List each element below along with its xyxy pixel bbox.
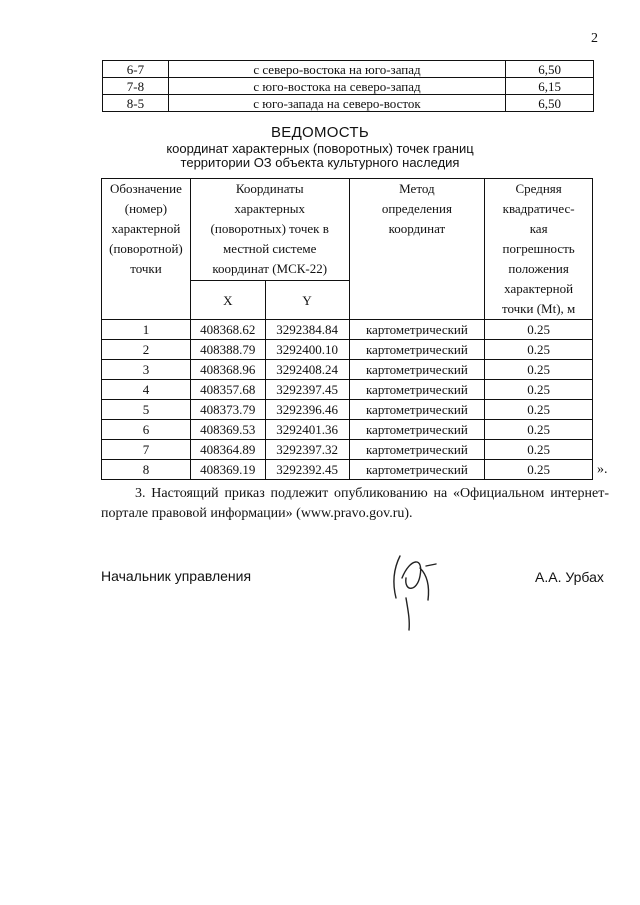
segment-row bbox=[103, 78, 594, 95]
y-coordinate-cell: 3292408.24 bbox=[265, 360, 349, 380]
point-number-cell: 7 bbox=[102, 440, 191, 460]
document-subtitle-line2: территории ОЗ объекта культурного наследия bbox=[180, 155, 460, 170]
method-cell: картометрический bbox=[349, 420, 485, 440]
error-cell: 0.25 bbox=[485, 460, 593, 480]
distance-cell: 6,15 bbox=[506, 78, 594, 95]
header-coordinates-l1: Координаты bbox=[235, 181, 304, 196]
y-coordinate-cell: 3292400.10 bbox=[265, 340, 349, 360]
point-number-cell: 4 bbox=[102, 380, 191, 400]
header-method-l1: Метод bbox=[399, 181, 435, 196]
error-cell: 0.25 bbox=[485, 400, 593, 420]
y-coordinate-cell: 3292397.45 bbox=[265, 380, 349, 400]
signer-position: Начальник управления bbox=[101, 568, 252, 584]
header-error-l1: Средняя bbox=[515, 181, 562, 196]
header-error-l5: положения bbox=[508, 261, 569, 276]
header-error-l4: погрешность bbox=[502, 241, 575, 256]
y-coordinate-cell: 3292396.46 bbox=[265, 400, 349, 420]
method-cell: картометрический bbox=[349, 360, 485, 380]
direction-cell: с юго-запада на северо-восток bbox=[168, 95, 505, 112]
header-x: X bbox=[190, 281, 265, 320]
method-cell: картометрический bbox=[349, 320, 485, 340]
header-designation-l4: (поворотной) bbox=[109, 241, 183, 256]
error-cell: 0.25 bbox=[485, 320, 593, 340]
header-error bbox=[485, 179, 593, 320]
header-error-l7: точки (Mt), м bbox=[501, 301, 576, 316]
header-method-l3: координат bbox=[388, 221, 446, 236]
header-error-l3: кая bbox=[529, 221, 548, 236]
table-row bbox=[102, 360, 593, 380]
handwritten-signature bbox=[380, 548, 450, 632]
direction-cell: с северо-востока на юго-запад bbox=[168, 61, 505, 78]
table-row bbox=[102, 320, 593, 340]
y-coordinate-cell: 3292384.84 bbox=[265, 320, 349, 340]
point-number-cell: 8 bbox=[102, 460, 191, 480]
segments-table bbox=[102, 60, 594, 112]
table-row bbox=[102, 440, 593, 460]
header-error-l2: квадратичес- bbox=[502, 201, 575, 216]
distance-cell: 6,50 bbox=[506, 61, 594, 78]
distance-cell: 6,50 bbox=[506, 95, 594, 112]
header-designation-l3: характерной bbox=[111, 221, 181, 236]
header-coordinates bbox=[190, 179, 349, 281]
x-coordinate-cell: 408368.96 bbox=[190, 360, 265, 380]
header-error-l6: характерной bbox=[504, 281, 574, 296]
table-row bbox=[102, 420, 593, 440]
error-cell: 0.25 bbox=[485, 420, 593, 440]
document-subtitle-line1: координат характерных (поворотных) точек границ bbox=[166, 141, 474, 156]
document-title: ВЕДОМОСТЬ bbox=[270, 124, 370, 141]
table-row bbox=[102, 380, 593, 400]
method-cell: картометрический bbox=[349, 460, 485, 480]
y-coordinate-cell: 3292401.36 bbox=[265, 420, 349, 440]
segment-row bbox=[103, 95, 594, 112]
point-number-cell: 3 bbox=[102, 360, 191, 380]
x-coordinate-cell: 408369.19 bbox=[190, 460, 265, 480]
coordinates-table bbox=[101, 178, 593, 480]
header-designation-l1: Обозначение bbox=[110, 181, 182, 196]
point-number-cell: 6 bbox=[102, 420, 191, 440]
page-number: 2 bbox=[591, 31, 598, 46]
table-row bbox=[102, 400, 593, 420]
header-designation bbox=[102, 179, 191, 320]
segment-cell: 6-7 bbox=[103, 61, 169, 78]
x-coordinate-cell: 408368.62 bbox=[190, 320, 265, 340]
header-method-l2: определения bbox=[381, 201, 452, 216]
header-coordinates-l4: местной системе bbox=[223, 241, 317, 256]
point-number-cell: 5 bbox=[102, 400, 191, 420]
point-number-cell: 2 bbox=[102, 340, 191, 360]
segment-cell: 8-5 bbox=[103, 95, 169, 112]
header-method bbox=[349, 179, 485, 320]
x-coordinate-cell: 408369.53 bbox=[190, 420, 265, 440]
table-row bbox=[102, 340, 593, 360]
x-coordinate-cell: 408357.68 bbox=[190, 380, 265, 400]
method-cell: картометрический bbox=[349, 380, 485, 400]
y-coordinate-cell: 3292392.45 bbox=[265, 460, 349, 480]
x-coordinate-cell: 408373.79 bbox=[190, 400, 265, 420]
header-designation-l2: (номер) bbox=[124, 201, 168, 216]
y-coordinate-cell: 3292397.32 bbox=[265, 440, 349, 460]
table-row bbox=[102, 460, 593, 480]
header-y: Y bbox=[265, 281, 349, 320]
error-cell: 0.25 bbox=[485, 440, 593, 460]
segment-row bbox=[103, 61, 594, 78]
closing-quote: ». bbox=[597, 462, 608, 477]
error-cell: 0.25 bbox=[485, 340, 593, 360]
header-coordinates-l5: координат (МСК-22) bbox=[212, 261, 328, 276]
header-coordinates-l2: характерных bbox=[234, 201, 306, 216]
publication-paragraph: 3. Настоящий приказ подлежит опубликованию на «Официальном интернет-портале правовой информации» (www.pravo.gov.ru). bbox=[101, 486, 609, 521]
header-row bbox=[102, 179, 593, 281]
point-number-cell: 1 bbox=[102, 320, 191, 340]
x-coordinate-cell: 408364.89 bbox=[190, 440, 265, 460]
header-designation-l5: точки bbox=[130, 261, 162, 276]
error-cell: 0.25 bbox=[485, 360, 593, 380]
header-coordinates-l3: (поворотных) точек в bbox=[210, 221, 329, 236]
x-coordinate-cell: 408388.79 bbox=[190, 340, 265, 360]
method-cell: картометрический bbox=[349, 340, 485, 360]
error-cell: 0.25 bbox=[485, 380, 593, 400]
signer-name: А.А. Урбах bbox=[535, 569, 604, 585]
segment-cell: 7-8 bbox=[103, 78, 169, 95]
method-cell: картометрический bbox=[349, 400, 485, 420]
direction-cell: с юго-востока на северо-запад bbox=[168, 78, 505, 95]
method-cell: картометрический bbox=[349, 440, 485, 460]
